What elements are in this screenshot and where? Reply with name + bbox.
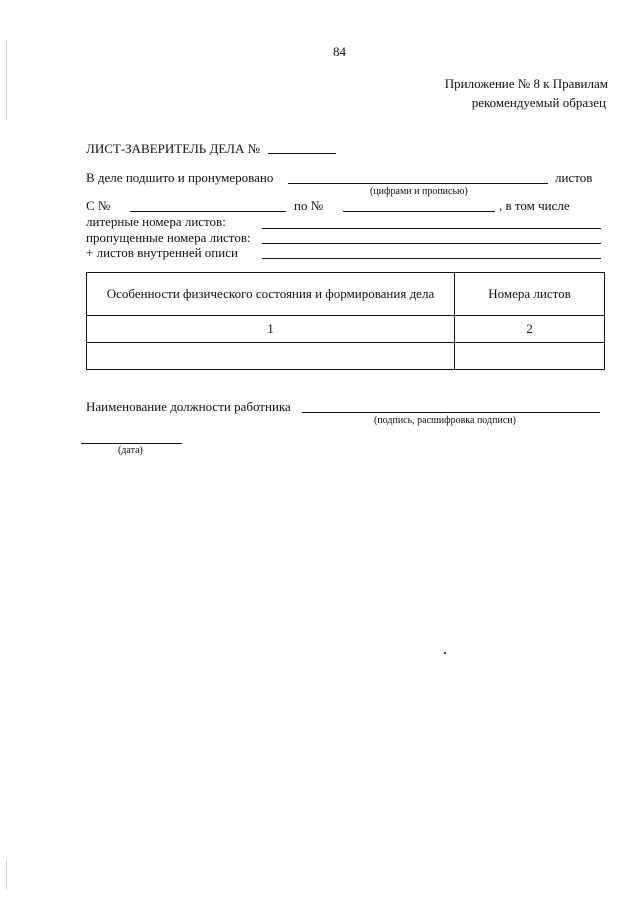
- letter-pages-label: литерные номера листов:: [86, 214, 226, 229]
- missing-pages-field[interactable]: [262, 243, 601, 244]
- appendix-subtitle: рекомендуемый образец: [471, 95, 606, 110]
- date-field[interactable]: [81, 443, 182, 444]
- signature-caption: (подпись, расшифровка подписи): [374, 415, 516, 426]
- page-number: 84: [333, 44, 346, 59]
- table-cell-sheet-numbers[interactable]: [455, 343, 605, 370]
- position-label: Наименование должности работника: [86, 399, 291, 414]
- scan-edge-mark: [6, 40, 7, 120]
- letter-pages-field[interactable]: [262, 228, 601, 229]
- appendix-title: Приложение № 8 к Правилам: [444, 76, 608, 91]
- table-numbering-row: [87, 316, 605, 343]
- table-header-row: [87, 273, 605, 316]
- missing-pages-label: пропущенные номера листов:: [86, 230, 251, 245]
- column-header-condition: Особенности физического состояния и формирования дела: [87, 273, 455, 316]
- including-label: , в том числе: [499, 198, 570, 213]
- table-cell-condition[interactable]: [87, 343, 455, 370]
- inner-inventory-label: + листов внутренней описи: [86, 245, 238, 260]
- scan-speck: [444, 652, 446, 654]
- from-label: С №: [86, 198, 111, 213]
- sheets-label: листов: [555, 170, 593, 185]
- scan-edge-mark: [6, 860, 7, 890]
- column-number-1: 1: [87, 316, 455, 343]
- inner-inventory-field[interactable]: [262, 258, 601, 259]
- date-caption: (дата): [118, 445, 143, 456]
- from-number-field[interactable]: [130, 211, 286, 212]
- column-header-sheet-numbers: Номера листов: [455, 273, 605, 316]
- document-title: ЛИСТ-ЗАВЕРИТЕЛЬ ДЕЛА №: [86, 141, 261, 156]
- case-condition-table: [86, 272, 605, 370]
- to-number-field[interactable]: [343, 211, 495, 212]
- column-number-2: 2: [455, 316, 605, 343]
- digits-caption: (цифрами и прописью): [370, 186, 468, 197]
- to-label: по №: [294, 198, 324, 213]
- sheet-count-field[interactable]: [288, 183, 548, 184]
- signature-field[interactable]: [302, 412, 600, 413]
- sewn-label: В деле подшито и пронумеровано: [86, 170, 274, 185]
- table-row: [87, 343, 605, 370]
- case-number-field[interactable]: [268, 153, 336, 154]
